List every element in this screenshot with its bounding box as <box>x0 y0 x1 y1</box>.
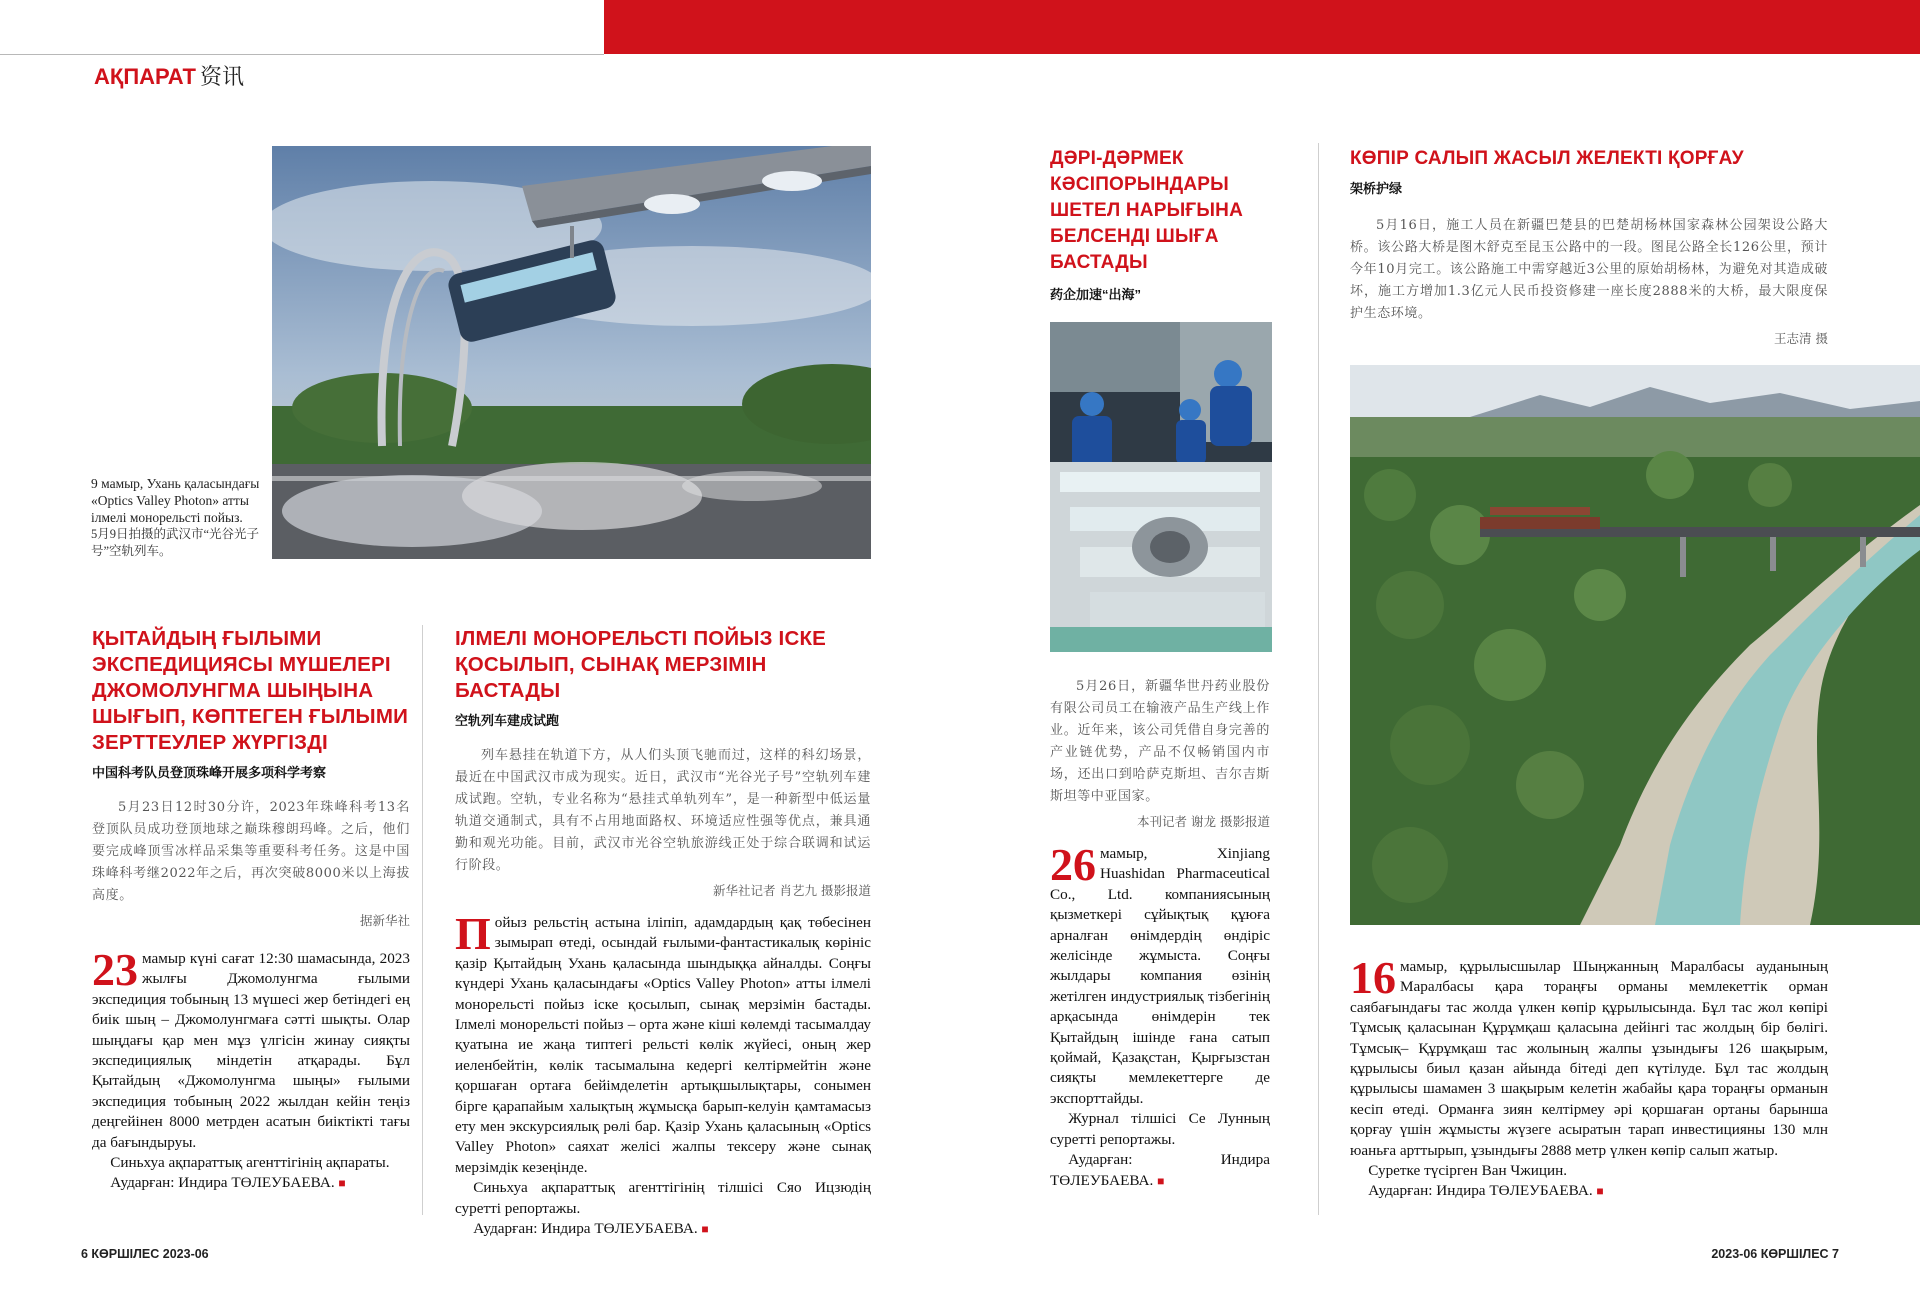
footer-right: 2023-06 КӨРШІЛЕС 7 <box>1711 1247 1839 1261</box>
section-label-zh: 资讯 <box>200 64 245 89</box>
article-subtitle-zh: 药企加速“出海” <box>1050 287 1142 302</box>
bridge-photo <box>1350 365 1920 925</box>
article-title: ҚЫТАЙДЫҢ ҒЫЛЫМИ ЭКСПЕДИЦИЯСЫ МҮШЕЛЕРІ ДЖОМОЛУНГМА ШЫҢЫНА ШЫҒЫП, КӨПТЕГЕН ҒЫЛЫМИ ЗЕРТТЕУЛЕР ЖҮРГІЗДІ <box>92 627 409 754</box>
translator-line: Аударған: Индира ТӨЛЕУБАЕВА. ■ <box>110 1174 346 1192</box>
drop-cap: П <box>455 908 491 959</box>
section-label-kz: АҚПАРАТ <box>94 64 196 89</box>
pharma-photo <box>1050 322 1272 652</box>
translator-line: Аударған: Индира ТӨЛЕУБАЕВА. ■ <box>473 1220 709 1238</box>
article-body-zh: 5月16日，施工人员在新疆巴楚县的巴楚胡杨林国家森林公园架设公路大桥。该公路大桥是图木舒克至昆玉公路中的一段。图昆公路全长126公里，预计今年10月完工。该公路施工中需穿越近3公里的原始胡杨林，为避免对其造成破坏，施工方增加1.3亿元人民币投资修建一座长度2888米的大桥，最大限度保护生态环境。 <box>1350 218 1828 321</box>
column-divider <box>1318 143 1319 1215</box>
section-label <box>94 60 244 91</box>
end-mark: ■ <box>701 1222 709 1237</box>
article-body-kz: 23 мамыр күні сағат 12:30 шамасында, 2023 жылғы Джомолунгма ғылыми экспедиция тобының 13 мүшесі жер бетіндегі ең биік шың – Джомолунгмаға сәтті шықты. Олар шыңдағы қар мен мұз үлгісін жинау сияқты экспедициялық міндетін атқарады. Бұл Қытайдың «Джомолунгма шыңы» ғылыми экспедиция тобының 2022 жылдан кейін теңіз деңгейінен 8000 метрден асатын биіктікті тағы да бағындыруы. Синьхуа ақпараттық агенттігінің ақпараты. Аударған: Индира ТӨЛЕУБАЕВА. ■ <box>92 949 410 1194</box>
article-title: КӨПІР САЛЫП ЖАСЫЛ ЖЕЛЕКТІ ҚОРҒАУ <box>1350 148 1744 169</box>
header-red-bar <box>604 0 1920 54</box>
source-line: Синьхуа ақпараттық агенттігінің тілшісі Сяо Ицзюдің суретті репортажы. <box>455 1179 871 1217</box>
source-line: Синьхуа ақпараттық агенттігінің ақпараты. <box>110 1154 390 1172</box>
photo-credit: 据新华社 <box>359 913 410 928</box>
article-bridge-title-block <box>1350 146 1830 347</box>
monorail-photo <box>272 146 871 559</box>
source-line: Журнал тілшісі Се Лунның суретті репортажы. <box>1050 1110 1270 1148</box>
end-mark: ■ <box>338 1176 346 1191</box>
end-mark: ■ <box>1596 1184 1604 1199</box>
article-pharma-body <box>1050 676 1270 1191</box>
monorail-photo-caption <box>91 475 263 560</box>
article-body-kz: 26 мамыр, Xinjiang Huashidan Pharmaceutical Co., Ltd. компаниясының қызметкері сұйықтық құюға арналған өнімдердің өндіріс желісінде жұмыста. Соңғы жылдары компания өзінің жетілген индустриялық тізбегінің арқасында өнімдерін тек Қытайдың ішінде ғана сатып қоймай, Қазақстан, Қырғызстан сияқты мемлекеттерге де экспорттайды. Журнал тілшісі Се Лунның суретті репортажы. Аударған: Индира ТӨЛЕУБАЕВА. ■ <box>1050 844 1270 1191</box>
translator-line: Аударған: Индира ТӨЛЕУБАЕВА. ■ <box>1368 1182 1604 1200</box>
translator-line: Аударған: Индира ТӨЛЕУБАЕВА. ■ <box>1050 1151 1270 1189</box>
footer-left: 6 КӨРШІЛЕС 2023-06 <box>81 1247 209 1261</box>
header-rule <box>0 54 604 55</box>
drop-cap: 23 <box>92 944 138 995</box>
article-title: ІЛМЕЛІ МОНОРЕЛЬСТІ ПОЙЫЗ ІСКЕ ҚОСЫЛЫП, СЫНАҚ МЕРЗІМІН БАСТАДЫ <box>455 627 827 702</box>
article-monorail <box>455 626 871 1240</box>
article-body-kz: Пойыз рельстің астына іліпіп, адамдардың қақ төбесінен зымырап өтеді, осындай ғылыми-фантастикалық көрініс қазір Қытайдың Ухань қаласында шындыққа айналды. Соңғы күндері Ухань қаласындағы «Optics Valley Photon» атты ілмелі монорельсті пойыз іске қосылып, сынақ мерзімін бастады. Ілмелі монорельсті пойыз – орта және кіші көлемді тасымалдау қуатына ие жаңа типтегі рельсті көлік жүйесі, оның жер иеленбейтін, көлік тасымалына кедергі келтірмейтін және қоршаған ортаға бейімделетін артықшылықтары, сонымен бірге қарапайым халықтың жұмысқа барып-келуін қамтамасыз ету мен экскурсиялық рөлі бар. Қазір Ухань қаласының «Optics Valley Photon» саяхат желісі жалпы тексеру және сынақ мерзімдік кезеңінде. Синьхуа ақпараттық агенттігінің тілшісі Сяо Ицзюдің суретті репортажы. Аударған: Индира ТӨЛЕУБАЕВА. ■ <box>455 913 871 1240</box>
article-body-zh: 5月26日，新疆华世丹药业股份有限公司员工在输液产品生产线上作业。近年来，该公司凭借自身完善的产业链优势，产品不仅畅销国内市场，还出口到哈萨克斯坦、吉尔吉斯斯坦等中亚国家。 <box>1050 679 1270 804</box>
column-divider <box>422 625 423 1215</box>
caption-zh: 5月9日拍摄的武汉市“光谷光子号”空轨列车。 <box>91 527 260 558</box>
source-line: Суретке түсірген Ван Чжицин. <box>1368 1162 1568 1180</box>
article-bridge-body-kz: 16 мамыр, құрылысшылар Шыңжанның Маралбасы ауданының Маралбасы қара тораңғы орманы мемлекеттік орман саябағындағы тас жолда үлкен көпір құрылысында. Бұл тас жол көпірі Тұмсық қаласынан Құрұмқаш қаласына дейінгі тас жолдың бір бөлігі. Тұмсық– Құрұмқаш тас жолының жалпы ұзындығы 126 шақырым, құрылысы биыл қазан айында бітеді деп күтілуде. Бұл тас жолдың құрылысы шамамен 3 шақырым келетін жабайы қара тораңғы орманын кесіп өтеді. Орманға зиян келтірмеу әрі қоршаған ортаны барынша қорғау үшін жұмысты жүзеге асыратын тарап инвестицияны 130 млн юаньға арттырып, ұзындығы 2888 метр үлкен көпір салып жатыр. Суретке түсірген Ван Чжицин. Аударған: Индира ТӨЛЕУБАЕВА. ■ <box>1350 957 1828 1202</box>
drop-cap: 26 <box>1050 839 1096 890</box>
article-subtitle-zh: 架桥护绿 <box>1350 181 1403 196</box>
photo-credit: 新华社记者 肖艺九 摄影报道 <box>713 883 871 898</box>
article-body-zh: 5月23日12时30分许，2023年珠峰科考13名登顶队员成功登顶地球之巅珠穆朗玛峰。之后，他们要完成峰顶雪冰样品采集等重要科考任务。这是中国珠峰科考继2022年之后，再次突破8000米以上海拔高度。 <box>92 800 410 903</box>
article-pharma-title-block <box>1050 146 1280 303</box>
end-mark: ■ <box>1157 1173 1165 1188</box>
article-subtitle-zh: 空轨列车建成试跑 <box>455 713 560 728</box>
drop-cap: 16 <box>1350 952 1396 1003</box>
article-title: ДӘРІ-ДӘРМЕК КӘСІПОРЫНДАРЫ ШЕТЕЛ НАРЫҒЫНА БЕЛСЕНДІ ШЫҒА БАСТАДЫ <box>1050 148 1243 273</box>
article-everest <box>92 626 410 1194</box>
article-subtitle-zh: 中国科考队员登顶珠峰开展多项科学考察 <box>92 765 327 780</box>
photo-credit: 王志清 摄 <box>1774 331 1828 346</box>
photo-credit: 本刊记者 谢龙 摄影报道 <box>1137 814 1270 829</box>
caption-kz: 9 мамыр, Ухань қаласындағы «Optics Valley Photon» атты ілмелі монорельсті пойыз. <box>91 476 260 525</box>
article-body-zh: 列车悬挂在轨道下方，从人们头顶飞驰而过，这样的科幻场景，最近在中国武汉市成为现实。近日，武汉市“光谷光子号”空轨列车建成试跑。空轨，专业名称为“悬挂式单轨列车”，是一种新型中低运量轨道交通制式，具有不占用地面路权、环境适应性强等优点，兼具通勤和观光功能。目前，武汉市光谷空轨旅游线正处于综合联调和试运行阶段。 <box>455 748 871 873</box>
